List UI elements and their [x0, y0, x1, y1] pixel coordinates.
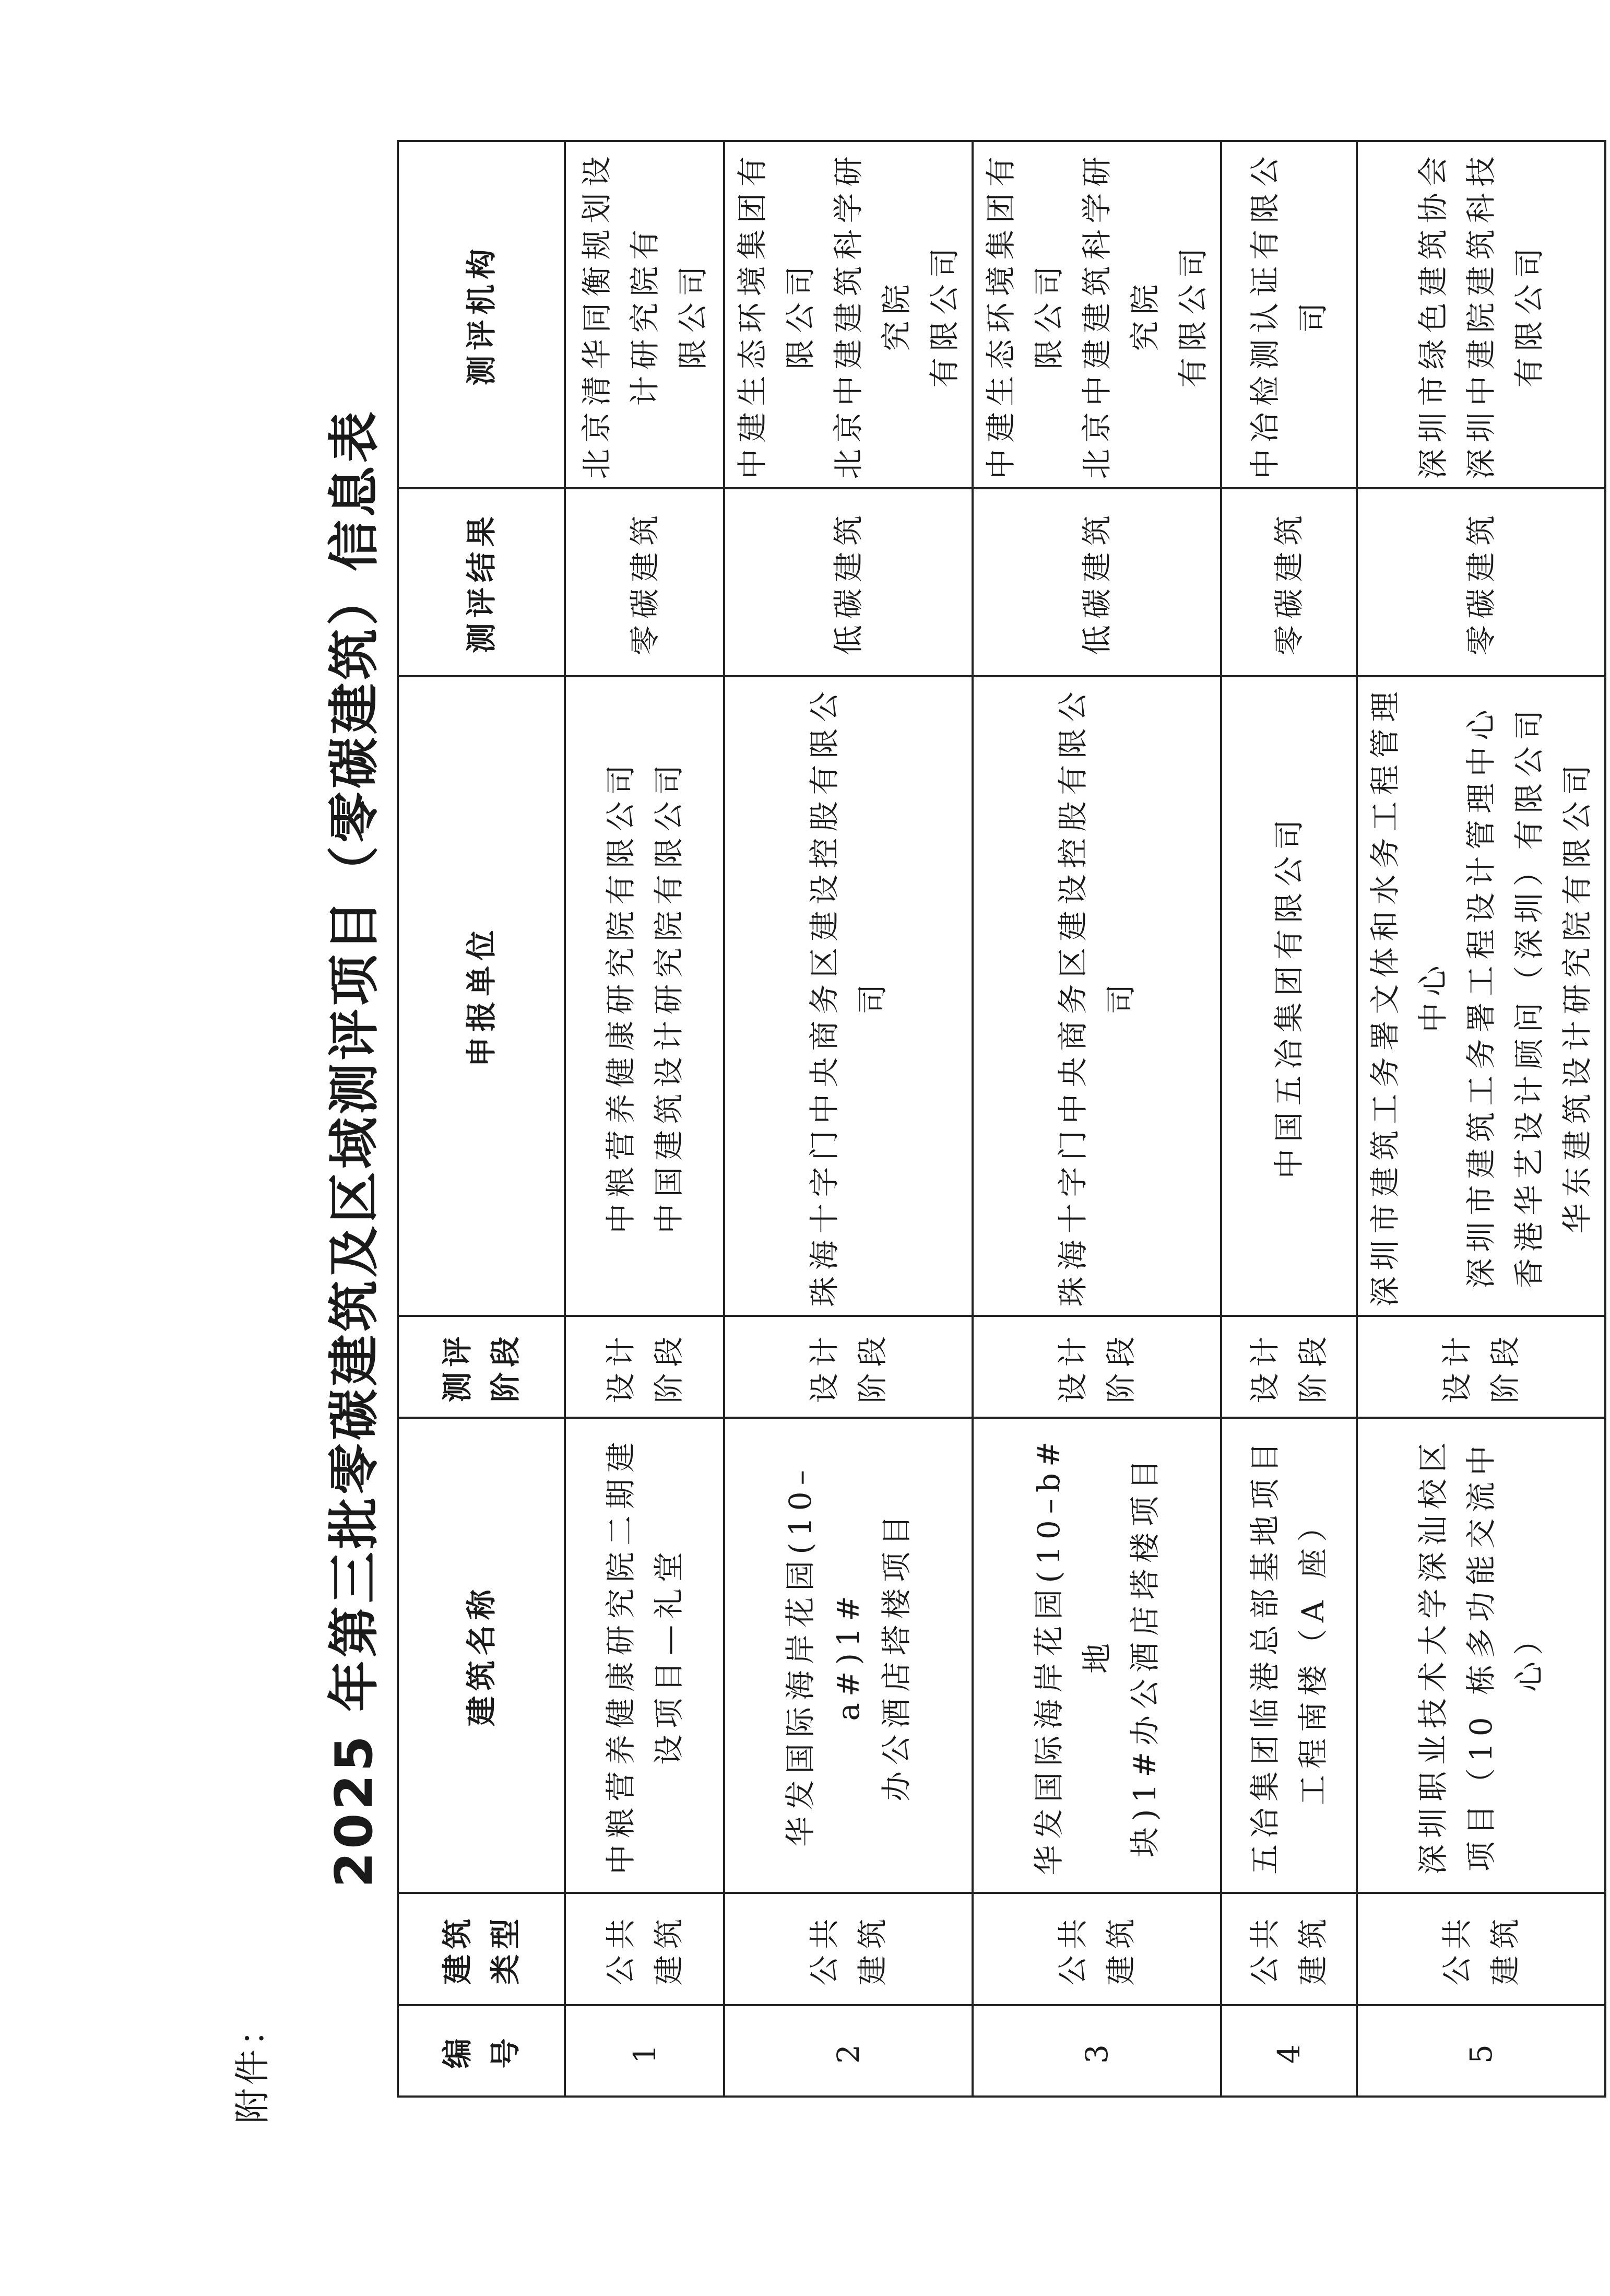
cell-applicant-line: 深圳市建筑工务署工程设计管理中心: [1463, 703, 1499, 1289]
cell-type-line: 建筑: [1103, 1912, 1139, 1986]
page-title: 2025 年第三批零碳建筑及区域测评项目（零碳建筑）信息表: [325, 408, 384, 1888]
cell-type: [1221, 1893, 1357, 2005]
cell-stage-line: 设计: [807, 1330, 842, 1404]
cell-agency-line: 中建生态环境集团有限公司: [735, 150, 818, 479]
cell-type: [724, 1893, 973, 2005]
header-no: 编 号: [398, 2005, 565, 2097]
cell-applicant: [565, 676, 724, 1316]
cell-type: [565, 1893, 724, 2005]
cell-no: 2: [724, 2005, 973, 2097]
cell-type: [1357, 1893, 1605, 2005]
table-row: [565, 141, 724, 2097]
cell-agency-line: 有限公司: [927, 241, 962, 388]
cell-stage-line: 设计: [602, 1330, 638, 1404]
cell-name: [1357, 1418, 1605, 1893]
cell-name-line: 工程南楼（A 座）: [1295, 1505, 1331, 1806]
cell-no: 3: [973, 2005, 1221, 2097]
header-stage: 测评 阶段: [398, 1316, 565, 1418]
cell-agency-line: 深圳中建院建筑科技有限公司: [1463, 150, 1547, 479]
cell-applicant-line: 深圳市建筑工务署文体和水务工程管理中心: [1367, 685, 1451, 1307]
cell-type-line: 建筑: [1487, 1912, 1523, 1986]
cell-agency-line: 有限公司: [1175, 241, 1211, 388]
cell-name-line: 设项目—礼堂: [650, 1546, 686, 1765]
cell-stage-line: 阶段: [1103, 1330, 1139, 1404]
cell-agency: [565, 141, 724, 488]
cell-applicant-line: 中粮营养健康研究院有限公司: [602, 758, 638, 1234]
cell-no: 4: [1221, 2005, 1357, 2097]
cell-result: 零碳建筑: [565, 488, 724, 676]
cell-type-line: 公共: [807, 1912, 842, 1986]
table-row: [724, 141, 973, 2097]
cell-agency-line: 北京中建建筑科学研究院: [831, 150, 914, 479]
cell-applicant-line: 珠海十字门中央商务区建设控股有限公司: [807, 685, 890, 1307]
table-row: [1221, 141, 1357, 2097]
cell-stage-line: 设计: [1439, 1330, 1475, 1404]
cell-type-line: 公共: [602, 1912, 638, 1986]
cell-no: 5: [1357, 2005, 1605, 2097]
cell-agency-line: 限公司: [674, 260, 711, 370]
cell-stage-line: 设计: [1247, 1330, 1283, 1404]
cell-agency: [1357, 141, 1605, 488]
cell-applicant-line: 香港华艺设计顾问（深圳）有限公司: [1511, 703, 1547, 1289]
cell-type-line: 公共: [1439, 1912, 1475, 1986]
cell-type-line: 公共: [1055, 1912, 1091, 1986]
header-agency: 测评机构: [398, 141, 565, 488]
header-applicant: 申报单位: [398, 676, 565, 1316]
cell-agency-line: 中冶检测认证有限公司: [1247, 150, 1331, 479]
cell-name: [565, 1418, 724, 1893]
cell-applicant: [973, 676, 1221, 1316]
cell-applicant-line: 中国建筑设计研究院有限公司: [650, 758, 686, 1234]
cell-stage: [1221, 1316, 1357, 1418]
cell-result: 零碳建筑: [1221, 488, 1357, 676]
cell-agency-line: 北京中建建筑科学研究院: [1079, 150, 1163, 479]
header-type: 建筑 类型: [398, 1893, 565, 2005]
cell-type-line: 建筑: [1295, 1912, 1331, 1986]
cell-name-line: 中粮营养健康研究院二期建: [602, 1436, 638, 1875]
cell-applicant-line: 华东建筑设计研究院有限公司: [1559, 758, 1595, 1234]
cell-name-line: 块)1#办公酒店塔楼项目: [1127, 1453, 1163, 1858]
info-table: [397, 140, 1606, 2098]
cell-type: [973, 1893, 1221, 2005]
cell-agency-line: 深圳市绿色建筑协会: [1415, 150, 1451, 479]
cell-type-line: 建筑: [855, 1912, 890, 1986]
cell-result: 零碳建筑: [1357, 488, 1605, 676]
attachment-label: 附件：: [232, 2007, 274, 2124]
cell-applicant-line: 中国五冶集团有限公司: [1271, 813, 1307, 1179]
cell-name-line: 项目（10 栋多功能交流中心）: [1463, 1439, 1547, 1872]
cell-type-line: 建筑: [650, 1912, 686, 1986]
cell-applicant: [1221, 676, 1357, 1316]
cell-result: 低碳建筑: [973, 488, 1221, 676]
table-row: [973, 141, 1221, 2097]
cell-applicant: [1357, 676, 1605, 1316]
cell-name-line: 办公酒店塔楼项目: [879, 1509, 914, 1802]
cell-name-line: 华发国际海岸花园(10–b#地: [1031, 1435, 1115, 1876]
cell-agency: [724, 141, 973, 488]
header-result: 测评结果: [398, 488, 565, 676]
cell-stage: [565, 1316, 724, 1418]
table-row: [1357, 141, 1605, 2097]
cell-applicant: [724, 676, 973, 1316]
header-row: [398, 141, 565, 2097]
cell-agency: [973, 141, 1221, 488]
cell-no: 1: [565, 2005, 724, 2097]
cell-name-line: 五冶集团临港总部基地项目: [1247, 1436, 1283, 1875]
cell-name-line: 华发国际海岸花园(10–a#)1#: [783, 1464, 866, 1847]
cell-stage-line: 阶段: [855, 1330, 890, 1404]
cell-result: 低碳建筑: [724, 488, 973, 676]
cell-stage-line: 阶段: [650, 1330, 686, 1404]
cell-stage-line: 阶段: [1295, 1330, 1331, 1404]
cell-agency: [1221, 141, 1357, 488]
cell-stage: [973, 1316, 1221, 1418]
cell-stage: [724, 1316, 973, 1418]
cell-agency-line: 北京清华同衡规划设计研究院有: [578, 150, 662, 479]
cell-applicant-line: 珠海十字门中央商务区建设控股有限公司: [1055, 685, 1139, 1307]
cell-stage-line: 阶段: [1487, 1330, 1523, 1404]
cell-name: [973, 1418, 1221, 1893]
cell-name: [1221, 1418, 1357, 1893]
cell-name-line: 深圳职业技术大学深汕校区: [1415, 1436, 1451, 1875]
cell-name: [724, 1418, 973, 1893]
cell-stage: [1357, 1316, 1605, 1418]
cell-agency-line: 中建生态环境集团有限公司: [983, 150, 1067, 479]
header-name: 建筑名称: [398, 1418, 565, 1893]
cell-type-line: 公共: [1247, 1912, 1283, 1986]
cell-stage-line: 设计: [1055, 1330, 1091, 1404]
